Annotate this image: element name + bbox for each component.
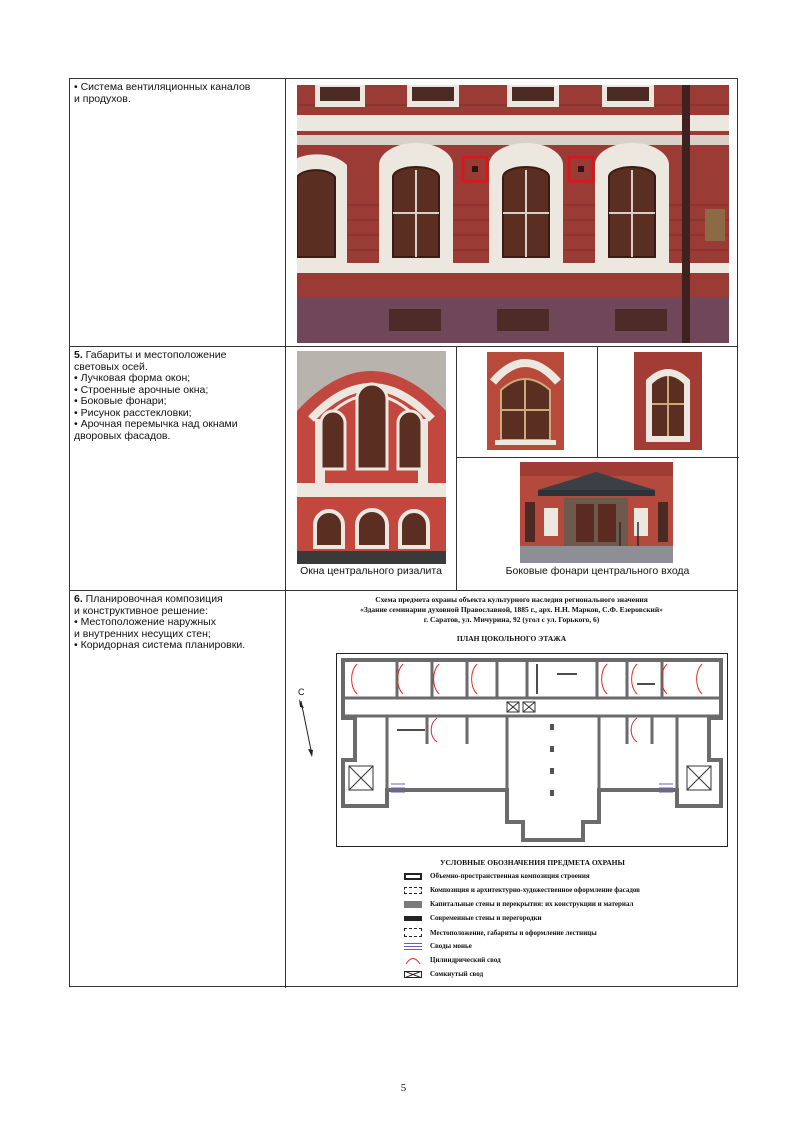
legend-swatch [404,916,422,921]
legend-item-volume [404,872,590,880]
entrance-photo [520,462,673,563]
item-text: Планировочная композиция и конструктивное решение: • Местоположение наружных и внутренних несущих стен; • Коридорная система планировки. [74,593,246,651]
document-table [69,78,738,987]
item-text: Габариты и местоположение световых осей. • Лучковая форма окон; • Строенные арочные окна; • Боковые фонари; • Рисунок расстекловки; • Арочная перемычка над окнами дворовых фасадов. [74,349,238,442]
legend-swatch [404,928,422,937]
central-risalit-photo [297,351,446,564]
caption-central: Окна центрального ризалита [300,565,442,577]
legend-label: Современные стены и перегородки [430,914,542,922]
arched-window-photo [487,352,564,450]
floor-plan-scheme [286,591,737,988]
legend-swatch [404,971,422,978]
legend-label: Композиция и архитектурно-художественное оформление фасадов [430,886,640,894]
ventilation-text: • Система вентиляционных каналов и продухов. [74,81,251,105]
north-label: С [298,687,305,697]
plan-title-line3: г. Саратов, ул. Мичурина, 92 (угол с ул. Горького, 6) [423,615,600,624]
legend-item-stairs [404,928,597,937]
row-description [70,591,286,988]
legend-swatch [404,943,422,950]
legend-item-facades [404,886,640,894]
table-row-windows [70,347,737,591]
plan-title-line1: Схема предмета охраны объекта культурного наследия регионального значения [375,595,648,604]
legend-label: Местоположение, габариты и оформление лестницы [430,928,597,937]
legend-label: Объемно-пространственная композиция строения [430,872,590,880]
floor-plan [336,653,728,847]
plan-text [74,594,281,652]
legend-item-modern-walls [404,914,542,922]
side-window-photo [634,352,702,450]
legend-label: Цилиндрический свод [430,956,501,964]
plan-floor-title: ПЛАН ЦОКОЛЬНОГО ЭТАЖА [456,634,567,643]
legend-item-closed-vault [404,970,483,978]
row-description [70,79,286,346]
table-row-plan [70,591,737,988]
legend-label: Капитальные стены и перекрытия: их конструкции и материал [430,900,634,908]
caption-entrance: Боковые фонари центрального входа [505,565,690,577]
legend-swatch [404,873,422,880]
legend-item-monier [404,942,472,950]
legend-label: Сомкнутый свод [430,970,484,978]
legend-title: УСЛОВНЫЕ ОБОЗНАЧЕНИЯ ПРЕДМЕТА ОХРАНЫ [440,858,625,867]
table-row-ventilation [70,79,737,347]
legend-swatch [404,957,422,964]
legend-item-cylinder-vault [404,956,501,964]
legend-swatch [404,887,422,894]
plan-title-line2: «Здание семинарии духовной Православной, 1885 г., арх. Н.Н. Марков, С.Ф. Езеровский» [360,605,663,614]
page-number: 5 [400,1082,407,1094]
legend-label: Своды монье [430,942,472,950]
legend-item-capital-walls [404,900,633,908]
item-number: 5. [74,349,83,361]
facade-photo [297,85,729,343]
legend-swatch [404,901,422,908]
windows-text [74,350,281,442]
item-number: 6. [74,593,83,605]
north-arrow-icon [298,699,316,759]
row-description [70,347,286,590]
